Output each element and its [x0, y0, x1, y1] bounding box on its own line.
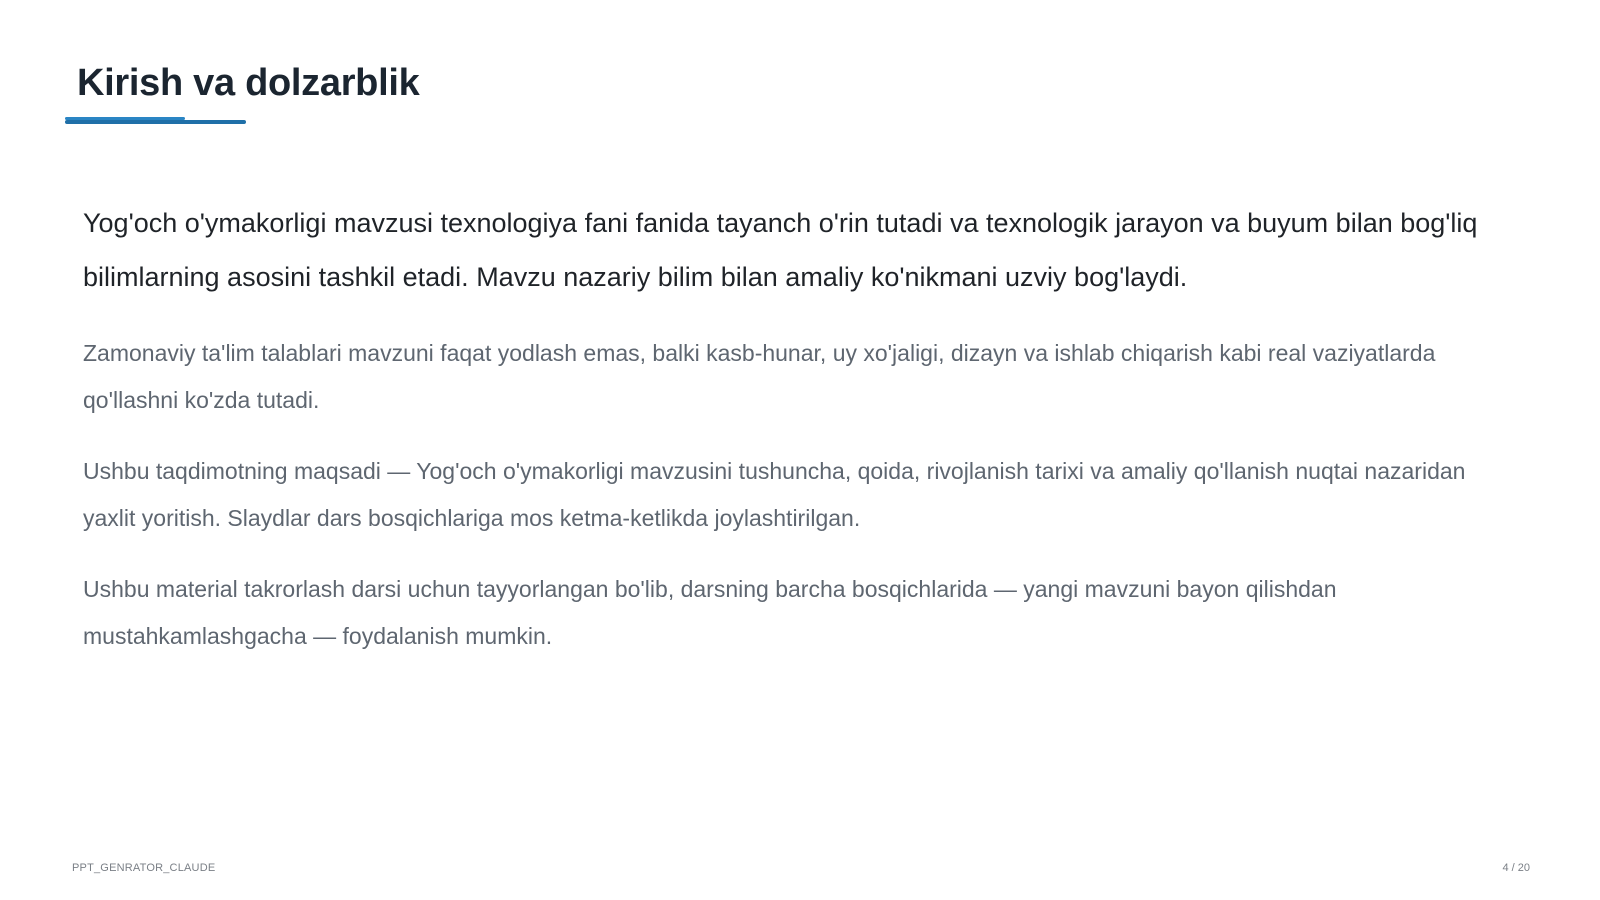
slide-title: Kirish va dolzarblik	[77, 62, 420, 104]
body-paragraph-2: Ushbu taqdimotning maqsadi — Yog'och o'ymakorligi mavzusini tushuncha, qoida, rivojlanish tarixi va amaliy qo'llanish nuqtai nazaridan yaxlit yoritish. Slaydlar dars bosqichlariga mos ketma-ketlikda joylashtirilgan.	[83, 458, 1466, 531]
page-number: 4 / 20	[1502, 862, 1530, 874]
title-underline	[65, 120, 246, 124]
lead-paragraph: Yog'och o'ymakorligi mavzusi texnologiya fani fanida tayanch o'rin tutadi va texnologik jarayon va buyum bilan bog'liq bilimlarning asosini tashkil etadi. Mavzu nazariy bilim bilan amaliy ko'nikmani uzviy bog'laydi.	[83, 208, 1478, 292]
footer-source: PPT_GENRATOR_CLAUDE	[72, 862, 216, 874]
slide-content	[83, 196, 1503, 684]
body-paragraph-3: Ushbu material takrorlash darsi uchun tayyorlangan bo'lib, darsning barcha bosqichlarida — yangi mavzuni bayon qilishdan mustahkamlashgacha — foydalanish mumkin.	[83, 576, 1337, 649]
body-paragraph-1: Zamonaviy ta'lim talablari mavzuni faqat yodlash emas, balki kasb-hunar, uy xo'jaligi, dizayn va ishlab chiqarish kabi real vaziyatlarda qo'llashni ko'zda tutadi.	[83, 340, 1436, 413]
